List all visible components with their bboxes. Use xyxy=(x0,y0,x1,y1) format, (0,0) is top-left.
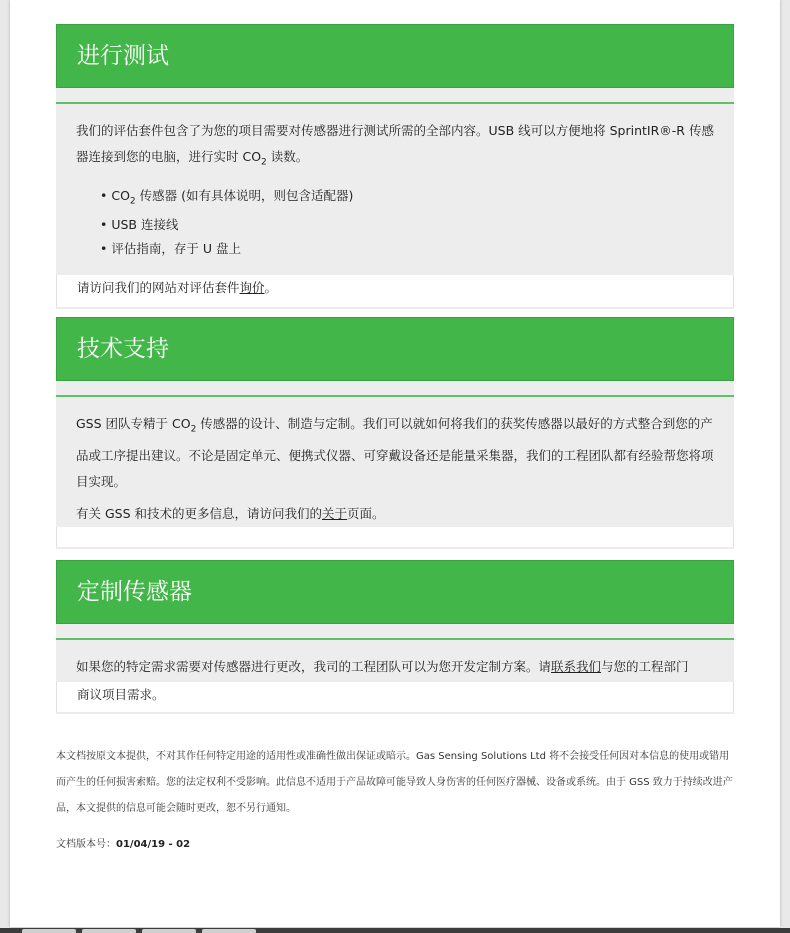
section-gap xyxy=(56,624,734,638)
section-support xyxy=(56,317,734,549)
support-more-info: 有关 GSS 和技术的更多信息，请访问我们的关于页面。 xyxy=(76,505,385,521)
taskbar-tab[interactable] xyxy=(22,929,76,933)
about-link[interactable]: 关于 xyxy=(322,505,348,521)
taskbar-tab[interactable] xyxy=(82,929,136,933)
taskbar-tab[interactable] xyxy=(142,929,196,933)
section-title-support: 技术支持 xyxy=(56,317,734,381)
section-tail xyxy=(56,527,734,547)
section-gap xyxy=(56,88,734,102)
inquiry-link[interactable]: 询价 xyxy=(239,280,265,295)
list-item: • $CO_2$ 传感器 (如有具体说明，则包含适配器) xyxy=(100,187,354,206)
disclaimer: 本文档按原文本提供，不对其作任何特定用途的适用性或准确性做出保证或暗示。Gas Sensing Solutions Ltd 将不会接受任何因对本信息的使用或错用而产生的任何损害索赔。您的法定权利不受影响。此信息不适用于产品故障可能导致人身伤害的任何医疗器械、设备或系统。由于 GSS 致力于持续改进产品，本文提供的信息可能会随时更改，恕不另行通知。 xyxy=(56,751,733,814)
document-version: 文档版本号：01/04/19 - 02 xyxy=(56,839,191,850)
testing-intro: 我们的评估套件包含了为您的项目需要对传感器进行测试所需的全部内容。USB 线可以方便地将 SprintIR®-R 传感器连接到您的电脑，进行实时 $CO_2$ 读数。 xyxy=(76,123,714,168)
section-gap xyxy=(56,381,734,395)
section-divider xyxy=(56,307,734,309)
section-title-custom: 定制传感器 xyxy=(56,560,734,624)
list-item: • 评估指南，存于 U 盘上 xyxy=(100,241,241,256)
document-page xyxy=(10,0,780,927)
section-body-testing xyxy=(56,102,734,275)
section-divider xyxy=(56,712,734,714)
testing-visit-line: 请访问我们的网站对评估套件询价。 xyxy=(56,275,734,307)
custom-paragraph-tail: 商议项目需求。 xyxy=(56,682,734,712)
section-custom xyxy=(56,560,734,714)
support-paragraph: GSS 团队专精于 $CO_2$ 传感器的设计、制造与定制。我们可以就如何将我们的获奖传感器以最好的方式整合到您的产品或工序提出建议。不论是固定单元、便携式仪器、可穿戴设备还是能量采集器，我们的工程团队都有经验帮您将项目实现。 xyxy=(76,416,714,489)
section-title-testing: 进行测试 xyxy=(56,24,734,88)
list-item: • USB 连接线 xyxy=(100,217,179,232)
section-testing xyxy=(56,24,734,309)
contact-link[interactable]: 联系我们 xyxy=(551,659,602,674)
taskbar-tab[interactable] xyxy=(202,929,256,933)
kit-contents-list xyxy=(76,184,714,262)
section-body-support xyxy=(56,395,734,527)
section-divider xyxy=(56,547,734,549)
custom-paragraph: 如果您的特定需求需要对传感器进行更改，我司的工程团队可以为您开发定制方案。请联系我们与您的工程部门 xyxy=(76,659,689,674)
taskbar xyxy=(0,928,790,933)
section-body-custom xyxy=(56,638,734,682)
